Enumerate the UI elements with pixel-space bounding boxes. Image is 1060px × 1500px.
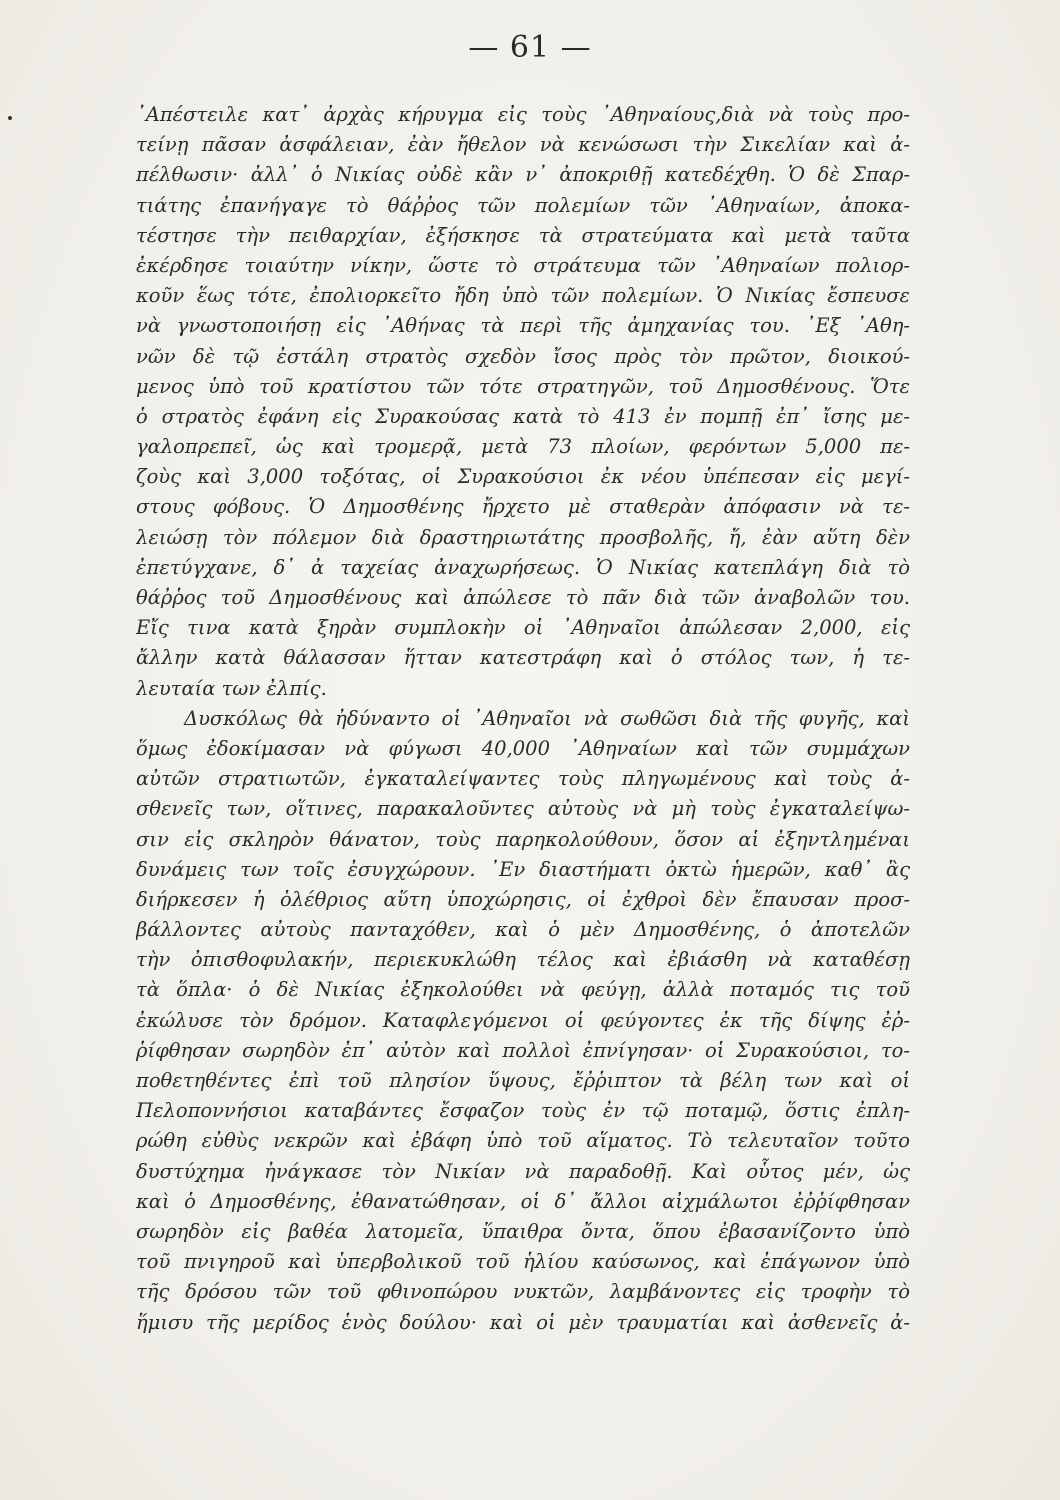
- paragraph-2: [136, 704, 910, 1338]
- text-line: τὴν ὀπισθοφυλακήν, περιεκυκλώθη τέλος καὶ ἐβιάσθη νὰ καταθέσῃ: [136, 948, 910, 972]
- text-line: πέλθωσιν· ἀλλ᾿ ὁ Νικίας οὐδὲ κἂν ν᾿ ἀποκριθῇ κατεδέχθη. Ὁ δὲ Σπαρ-: [136, 163, 910, 187]
- text-line: ὅμως ἐδοκίμασαν νὰ φύγωσι 40,000 ᾿Αθηναίων καὶ τῶν συμμάχων: [136, 736, 910, 760]
- page-number: — 61 —: [468, 30, 592, 65]
- text-line: τιάτης ἐπανήγαγε τὸ θάῤῥος τῶν πολεμίων τῶν ᾿Αθηναίων, ἀποκα-: [136, 193, 910, 217]
- text-line: τείνῃ πᾶσαν ἀσφάλειαν, ἐὰν ἤθελον νὰ κενώσωσι τὴν Σικελίαν καὶ ἀ-: [136, 133, 910, 157]
- text-line: ἐκέρδησε τοιαύτην νίκην, ὥστε τὸ στράτευμα τῶν ᾿Αθηναίων πολιορ-: [136, 253, 910, 277]
- text-line: γαλοπρεπεῖ, ὡς καὶ τρομερᾷ, μετὰ 73 πλοίων, φερόντων 5,000 πε-: [136, 435, 910, 459]
- text-line: τέστησε τὴν πειθαρχίαν, ἐξήσκησε τὰ στρατεύματα καὶ μετὰ ταῦτα: [136, 223, 910, 247]
- text-line: βάλλοντες αὐτοὺς πανταχόθεν, καὶ ὁ μὲν Δημοσθένης, ὁ ἀποτελῶν: [136, 918, 910, 942]
- text-line: ποθετηθέντες ἐπὶ τοῦ πλησίον ὕψους, ἔῤῥιπτον τὰ βέλη των καὶ οἱ: [136, 1069, 910, 1092]
- text-line: δυνάμεις των τοῖς ἐσυγχώρουν. ᾿Εν διαστήματι ὀκτὼ ἡμερῶν, καθ᾿ ἃς: [136, 857, 910, 881]
- text-line: τοῦ πνιγηροῦ καὶ ὑπερβολικοῦ τοῦ ἡλίου καύσωνος, καὶ ἐπάγωνον ὑπὸ: [136, 1250, 910, 1274]
- text-line: ἐπετύγχανε, δ᾿ ἀ ταχείας ἀναχωρήσεως. Ὁ Νικίας κατεπλάγη διὰ τὸ: [136, 555, 910, 579]
- margin-ink-mark: [8, 116, 12, 120]
- body-text: [136, 100, 910, 1338]
- text-line: ῥίφθησαν σωρηδὸν ἐπ᾿ αὐτὸν καὶ πολλοὶ ἐπνίγησαν· οἱ Συρακούσιοι, το-: [136, 1038, 910, 1062]
- text-line: αὐτῶν στρατιωτῶν, ἐγκαταλείψαντες τοὺς πληγωμένους καὶ τοὺς ἀ-: [136, 767, 910, 791]
- text-line: στους φόβους. Ὁ Δημοσθένης ἤρχετο μὲ σταθερὰν ἀπόφασιν νὰ τε-: [136, 495, 910, 519]
- paragraph-1: [136, 100, 910, 704]
- text-line: ᾿Απέστειλε κατ᾿ ἀρχὰς κήρυγμα εἰς τοὺς ᾿Αθηναίους,διὰ νὰ τοὺς προ-: [136, 103, 910, 126]
- text-line: Πελοποννήσιοι καταβάντες ἔσφαζον τοὺς ἐν τῷ ποταμῷ, ὅστις ἐπλη-: [136, 1099, 910, 1123]
- text-line: δυστύχημα ἠνάγκασε τὸν Νικίαν νὰ παραδοθῇ. Καὶ οὗτος μέν, ὡς: [136, 1159, 910, 1183]
- text-line: ὁ στρατὸς ἐφάνη εἰς Συρακούσας κατὰ τὸ 413 ἐν πομπῇ ἐπ᾿ ἴσης με-: [136, 404, 910, 428]
- text-line: διήρκεσεν ἡ ὀλέθριος αὕτη ὑποχώρησις, οἱ ἐχθροὶ δὲν ἔπαυσαν προσ-: [136, 887, 910, 911]
- text-line: κοῦν ἕως τότε, ἐπολιορκεῖτο ἤδη ὑπὸ τῶν πολεμίων. Ὁ Νικίας ἔσπευσε: [136, 284, 910, 308]
- text-line: νῶν δὲ τῷ ἐστάλη στρατὸς σχεδὸν ἴσος πρὸς τὸν πρῶτον, διοικού-: [136, 344, 910, 368]
- text-line: ἄλλην κατὰ θάλασσαν ἥτταν κατεστράφη καὶ ὁ στόλος των, ἡ τε-: [136, 646, 910, 670]
- text-line: σθενεῖς των, οἵτινες, παρακαλοῦντες αὐτοὺς νὰ μὴ τοὺς ἐγκαταλείψω-: [136, 797, 910, 821]
- text-line: Εἴς τινα κατὰ ξηρὰν συμπλοκὴν οἱ ᾿Αθηναῖοι ἀπώλεσαν 2,000, εἰς: [136, 616, 910, 640]
- text-line: τὰ ὅπλα· ὁ δὲ Νικίας ἐξηκολούθει νὰ φεύγῃ, ἀλλὰ ποταμός τις τοῦ: [136, 978, 910, 1002]
- text-line: λειώσῃ τὸν πόλεμον διὰ δραστηριωτάτης προσβολῆς, ἤ, ἐὰν αὕτη δὲν: [136, 525, 910, 549]
- text-line: τῆς δρόσου τῶν τοῦ φθινοπώρου νυκτῶν, λαμβάνοντες εἰς τροφὴν τὸ: [136, 1280, 910, 1304]
- text-line: ζοὺς καὶ 3,000 τοξότας, οἱ Συρακούσιοι ἐκ νέου ὑπέπεσαν εἰς μεγί-: [136, 465, 910, 489]
- text-line: λευταία των ἐλπίς.: [136, 676, 327, 700]
- text-line: ἐκώλυσε τὸν δρόμον. Καταφλεγόμενοι οἱ φεύγοντες ἐκ τῆς δίψης ἐῤ-: [136, 1008, 910, 1032]
- text-line: νὰ γνωστοποιήσῃ εἰς ᾿Αθήνας τὰ περὶ τῆς ἀμηχανίας του. ᾿Εξ ᾿Αθη-: [136, 314, 910, 338]
- text-line: ρώθη εὐθὺς νεκρῶν καὶ ἐβάφη ὑπὸ τοῦ αἵματος. Τὸ τελευταῖον τοῦτο: [136, 1129, 910, 1153]
- text-line: Δυσκόλως θὰ ἠδύναντο οἱ ᾿Αθηναῖοι νὰ σωθῶσι διὰ τῆς φυγῆς, καὶ: [184, 706, 910, 730]
- text-line: θάῤῥος τοῦ Δημοσθένους καὶ ἀπώλεσε τὸ πᾶν διὰ τῶν ἀναβολῶν του.: [136, 586, 910, 609]
- text-line: μενος ὑπὸ τοῦ κρατίστου τῶν τότε στρατηγῶν, τοῦ Δημοσθένους. Ὅτε: [136, 374, 910, 398]
- text-line: σιν εἰς σκληρὸν θάνατον, τοὺς παρηκολούθουν, ὅσον αἱ ἐξηντλημέναι: [136, 827, 910, 851]
- text-line: καὶ ὁ Δημοσθένης, ἐθανατώθησαν, οἱ δ᾿ ἄλλοι αἰχμάλωτοι ἐῤῥίφθησαν: [136, 1189, 910, 1213]
- text-line: σωρηδὸν εἰς βαθέα λατομεῖα, ὕπαιθρα ὄντα, ὅπου ἐβασανίζοντο ὑπὸ: [136, 1219, 910, 1243]
- text-line: ἥμισυ τῆς μερίδος ἑνὸς δούλου· καὶ οἱ μὲν τραυματίαι καὶ ἀσθενεῖς ἀ-: [136, 1310, 910, 1334]
